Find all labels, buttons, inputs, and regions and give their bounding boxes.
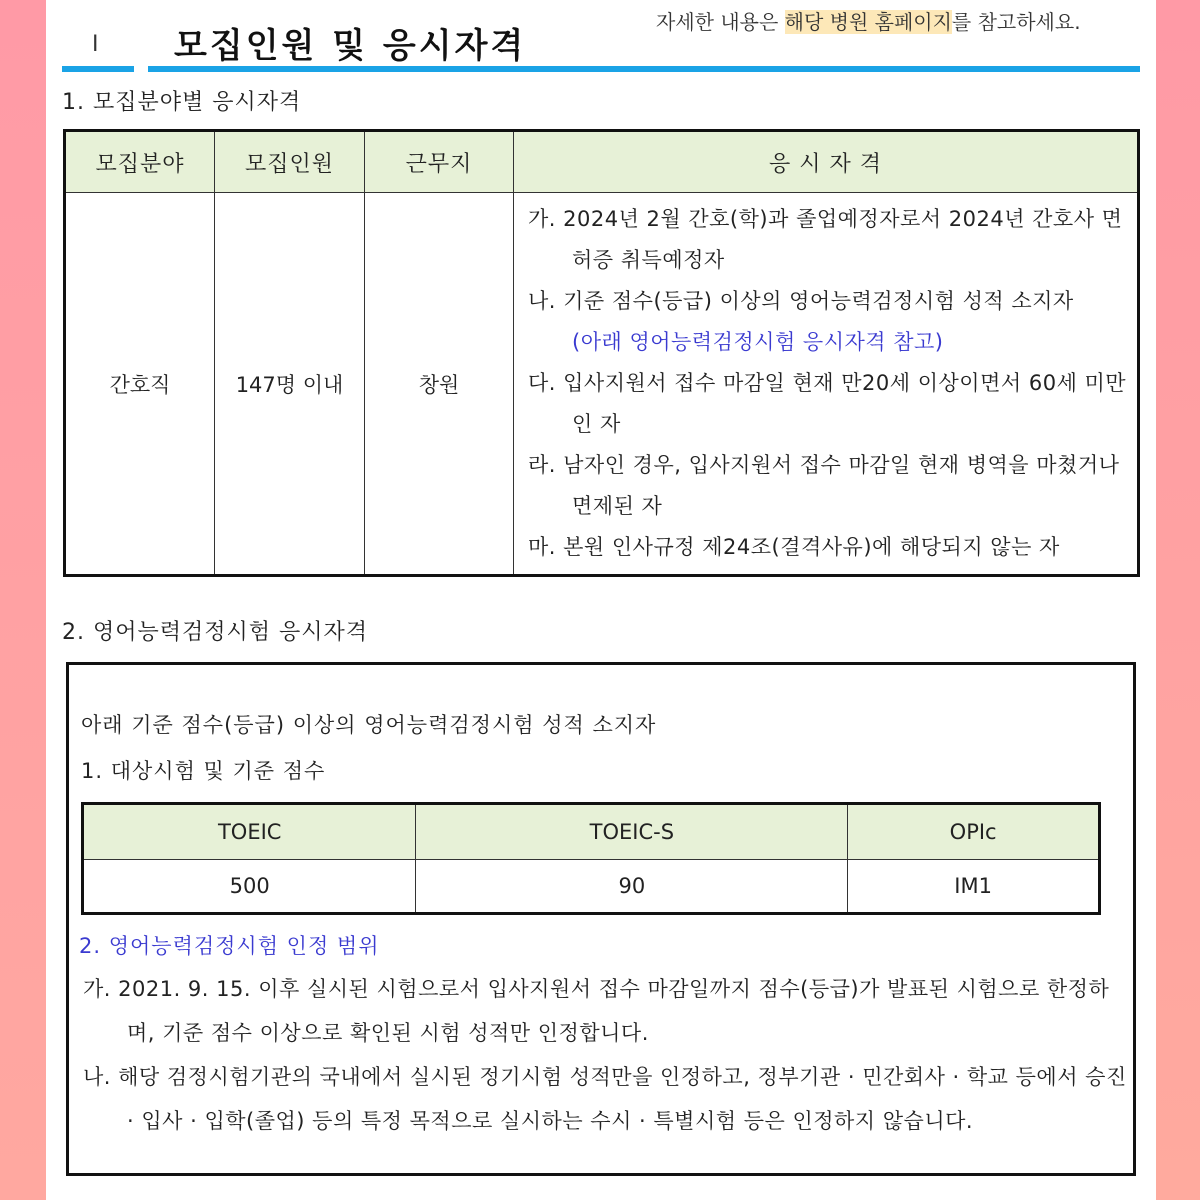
header-count: 모집인원 xyxy=(215,131,365,193)
title-underline-long xyxy=(148,66,1140,72)
header-field: 모집분야 xyxy=(65,131,215,193)
exam-name: OPIc xyxy=(848,804,1100,860)
qualification-item: 나. 기준 점수(등급) 이상의 영어능력검정시험 성적 소지자 xyxy=(528,289,1074,313)
qualification-note: (아래 영어능력검정시험 응시자격 참고) xyxy=(572,330,944,354)
exam-name: TOEIC xyxy=(83,804,416,860)
header-location: 근무지 xyxy=(365,131,514,193)
exam-score-table xyxy=(81,802,1101,915)
exam-score: 500 xyxy=(83,860,416,914)
qualification-item: 가. 2024년 2월 간호(학)과 졸업예정자로서 2024년 간호사 면허증 취득예정자 xyxy=(528,207,1123,272)
qualification-list xyxy=(528,199,1127,568)
table-header-row xyxy=(65,131,1139,193)
table-row xyxy=(65,193,1139,576)
rule-item: 나. 해당 검정시험기관의 국내에서 실시된 정기시험 성적만을 인정하고, 정부기관 · 민간회사 · 학교 등에서 승진 · 입사 · 입학(졸업) 등의 특정 목적으로 실시하는 수시 · 특별시험 등은 인정하지 않습니다. xyxy=(83,1065,1127,1133)
english-intro: 아래 기준 점수(등급) 이상의 영어능력검정시험 성적 소지자 xyxy=(81,713,657,737)
cell-field: 간호직 xyxy=(65,193,215,576)
recognition-rules xyxy=(83,967,1133,1143)
section-title-bar xyxy=(62,18,1140,74)
qualification-item: 다. 입사지원서 접수 마감일 현재 만20세 이상이면서 60세 미만인 자 xyxy=(528,371,1127,436)
english-requirement-box xyxy=(66,662,1136,1176)
cell-location: 창원 xyxy=(365,193,514,576)
qualification-item: 마. 본원 인사규정 제24조(결격사유)에 해당되지 않는 자 xyxy=(528,535,1060,559)
exam-name: TOEIC-S xyxy=(416,804,848,860)
title-underline-short xyxy=(62,66,134,72)
right-pink-margin xyxy=(1156,0,1200,1200)
note-prefix: 자세한 내용은 xyxy=(656,10,785,34)
qualification-item: 라. 남자인 경우, 입사지원서 접수 마감일 현재 병역을 마쳤거나 면제된 자 xyxy=(528,453,1120,518)
rule-item: 가. 2021. 9. 15. 이후 실시된 시험으로서 입사지원서 접수 마감일까지 점수(등급)가 발표된 시험으로 한정하며, 기준 점수 이상으로 확인된 시험 성적만 인정합니다. xyxy=(83,977,1110,1045)
exam-score: IM1 xyxy=(848,860,1100,914)
title-number: Ⅰ xyxy=(92,32,99,57)
left-pink-margin xyxy=(0,0,46,1200)
cell-qualifications xyxy=(514,193,1139,576)
exam-score: 90 xyxy=(416,860,848,914)
page-title: 모집인원 및 응시자격 xyxy=(174,26,527,66)
exam-header-row xyxy=(83,804,1100,860)
section2-heading: 2. 영어능력검정시험 응시자격 xyxy=(62,620,369,645)
recognition-subheading: 2. 영어능력검정시험 인정 범위 xyxy=(79,934,380,958)
header-qualifications: 응 시 자 격 xyxy=(514,131,1139,193)
recruitment-table xyxy=(63,129,1140,577)
note-suffix: 를 참고하세요. xyxy=(951,10,1081,34)
cell-count: 147명 이내 xyxy=(215,193,365,576)
exam-score-row xyxy=(83,860,1100,914)
note-highlight: 해당 병원 홈페이지 xyxy=(784,10,952,34)
section1-heading: 1. 모집분야별 응시자격 xyxy=(62,90,302,115)
exam-subheading: 1. 대상시험 및 기준 점수 xyxy=(81,759,326,783)
